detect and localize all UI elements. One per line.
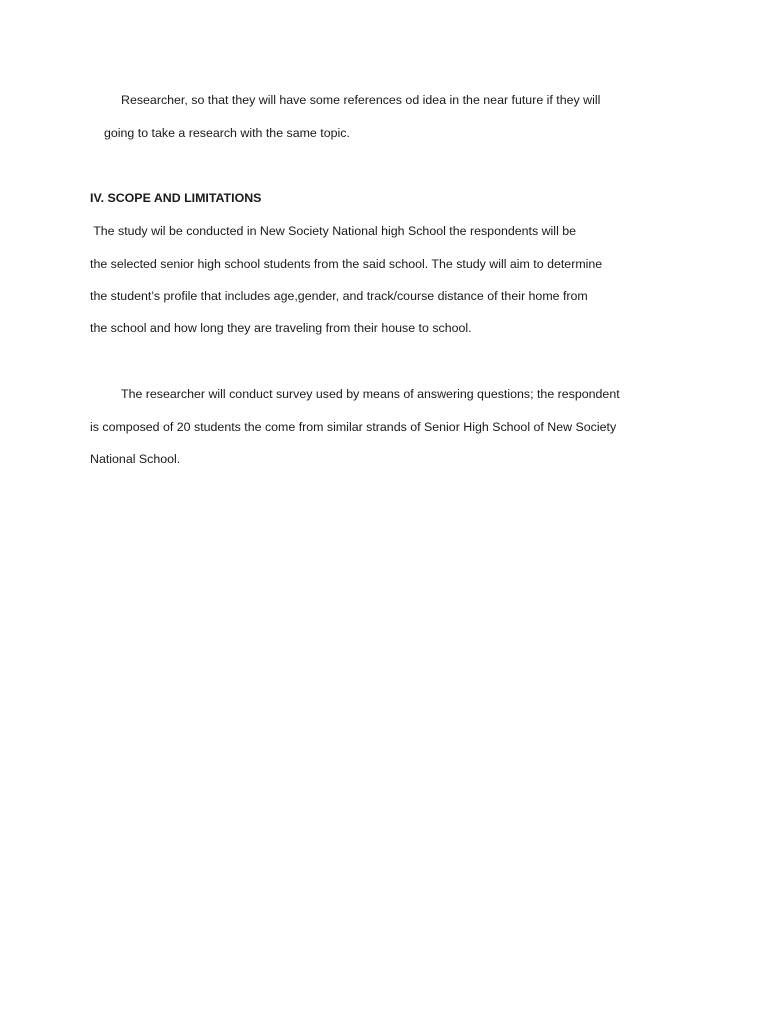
scope-p1-line-4: the school and how long they are traveling from their house to school. xyxy=(90,321,472,335)
scope-p2-line-2: is composed of 20 students the come from similar strands of Senior High School of New Society xyxy=(90,420,617,434)
intro-line-1: Researcher, so that they will have some references od idea in the near future if they will xyxy=(121,93,601,107)
scope-p1-line-1: The study wil be conducted in New Society National high School the respondents will be xyxy=(90,224,577,238)
scope-p1-line-2: the selected senior high school students from the said school. The study will aim to determine xyxy=(90,257,603,271)
scope-p2-line-3: National School. xyxy=(90,452,181,466)
scope-p2-line-1: The researcher will conduct survey used by means of answering questions; the respondent xyxy=(121,387,620,401)
scope-p1-line-3: the student’s profile that includes age,gender, and track/course distance of their home from xyxy=(90,289,588,303)
section-heading: IV. SCOPE AND LIMITATIONS xyxy=(90,191,262,205)
intro-line-2: going to take a research with the same topic. xyxy=(104,126,350,140)
